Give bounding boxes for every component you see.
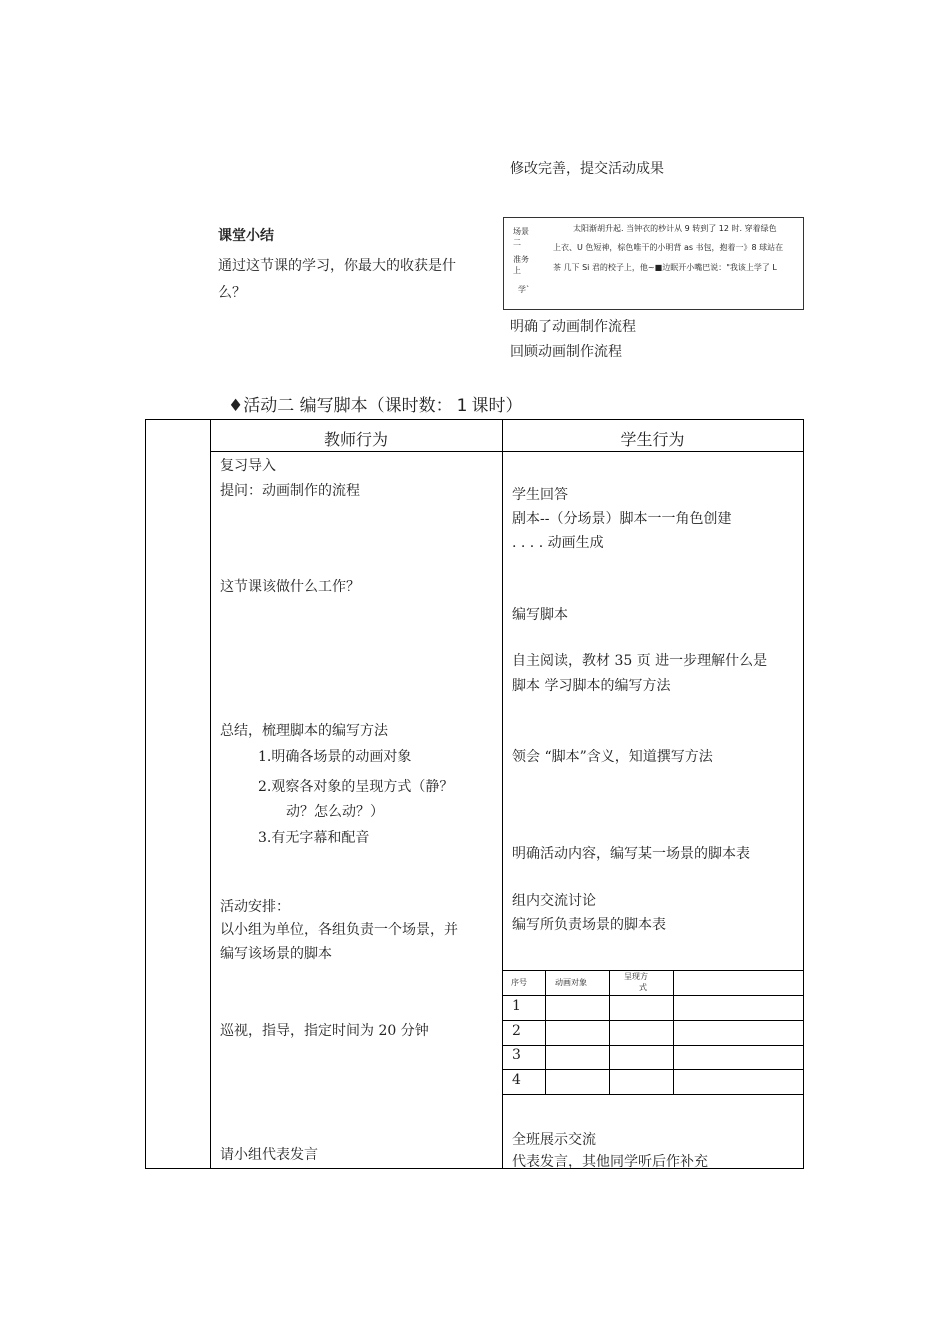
- script-row-number: 3: [512, 1047, 521, 1063]
- summary-answer1: 明确了动画制作流程: [510, 319, 636, 335]
- activity-title: [228, 394, 522, 418]
- teacher-summary: 总结，梳理脚本的编写方法: [220, 723, 388, 739]
- student-write: 编写脚本: [512, 607, 568, 623]
- activity-title-text: ♦活动二 编写脚本（课时数：: [228, 396, 453, 416]
- scene-label: 场景: [513, 227, 529, 236]
- teacher-arrange1: 以小组为单位，各组负责一个场景，并: [220, 922, 458, 938]
- activity-hours: 1: [456, 396, 468, 416]
- teacher-patrol: 巡视，指导，指定时间为 20 分钟: [220, 1023, 429, 1039]
- teacher-item3: 3.有无字幕和配音: [258, 830, 370, 846]
- student-write-table: 编写所负责场景的脚本表: [512, 917, 666, 933]
- summary-answer2: 回顾动画制作流程: [510, 344, 622, 360]
- script-row-number: 1: [512, 998, 521, 1014]
- scene-label: 准务: [513, 255, 529, 264]
- student-read1: 自主阅读，教材 35 页 进一步理解什么是: [512, 653, 768, 669]
- teacher-represent: 请小组代表发言: [220, 1147, 318, 1163]
- script-col-mode: 呈现方: [624, 972, 648, 981]
- teacher-item2b: 动？怎么动？）: [286, 804, 384, 820]
- scene-text-line: 茶 几下 Si 君的校子上，他~■边眠开小嘴巴说："我该上学了 L: [553, 263, 777, 272]
- script-col-number: 序号: [511, 978, 527, 987]
- student-answer: 学生回答: [512, 487, 568, 503]
- student-understand: 领会 “脚本”含义，知道撰写方法: [512, 749, 713, 765]
- script-row-number: 4: [512, 1072, 521, 1088]
- header-student: 学生行为: [620, 430, 685, 449]
- header-teacher: 教师行为: [323, 430, 388, 449]
- teacher-today: 这节课该做什么工作？: [220, 579, 360, 595]
- scene-text-line: 太阳渐胡升起. 当钟衣的杪计从 9 转到了 12 时. 穿着绿色: [573, 224, 777, 233]
- teacher-review: 复习导入: [220, 458, 276, 474]
- script-col-mode: 式: [639, 983, 647, 992]
- submit-instruction: 修改完善，提交活动成果: [510, 161, 664, 177]
- student-supplement: 代表发言，其他同学听后作补充: [512, 1154, 708, 1170]
- teacher-arrange2: 编写该场景的脚本: [220, 946, 332, 962]
- student-flow1: 剧本--（分场景）脚本一一角色创建: [512, 511, 732, 527]
- activity-unit: 课时）: [471, 396, 523, 416]
- scene-text-line: 上衣、U 色短神，棕色唯干的小明背 as 书包，抱着一》8 球站在: [553, 243, 784, 252]
- script-row-number: 2: [512, 1023, 521, 1039]
- script-col-object: 动画对象: [555, 978, 587, 987]
- summary-question-line2: 么？: [218, 285, 246, 301]
- summary-question-line1: 通过这节课的学习，你最大的收获是什: [218, 258, 456, 274]
- scene-label: 二: [513, 238, 521, 247]
- student-clarify: 明确活动内容，编写某一场景的脚本表: [512, 846, 750, 862]
- scene-label: 上: [513, 266, 521, 275]
- student-flow2: . . . . 动画生成: [512, 535, 604, 551]
- teacher-arrange: 活动安排：: [220, 899, 290, 915]
- scene-label: 学`: [518, 285, 530, 294]
- student-read2: 脚本 学习脚本的编写方法: [512, 678, 671, 694]
- student-discuss: 组内交流讨论: [512, 893, 596, 909]
- teacher-item2a: 2.观察各对象的呈现方式（静？: [258, 779, 454, 795]
- summary-heading: 课堂小结: [218, 228, 274, 244]
- student-show: 全班展示交流: [512, 1132, 596, 1148]
- teacher-item1: 1.明确各场景的动画对象: [258, 749, 412, 765]
- teacher-ask: 提问：动画制作的流程: [220, 483, 360, 499]
